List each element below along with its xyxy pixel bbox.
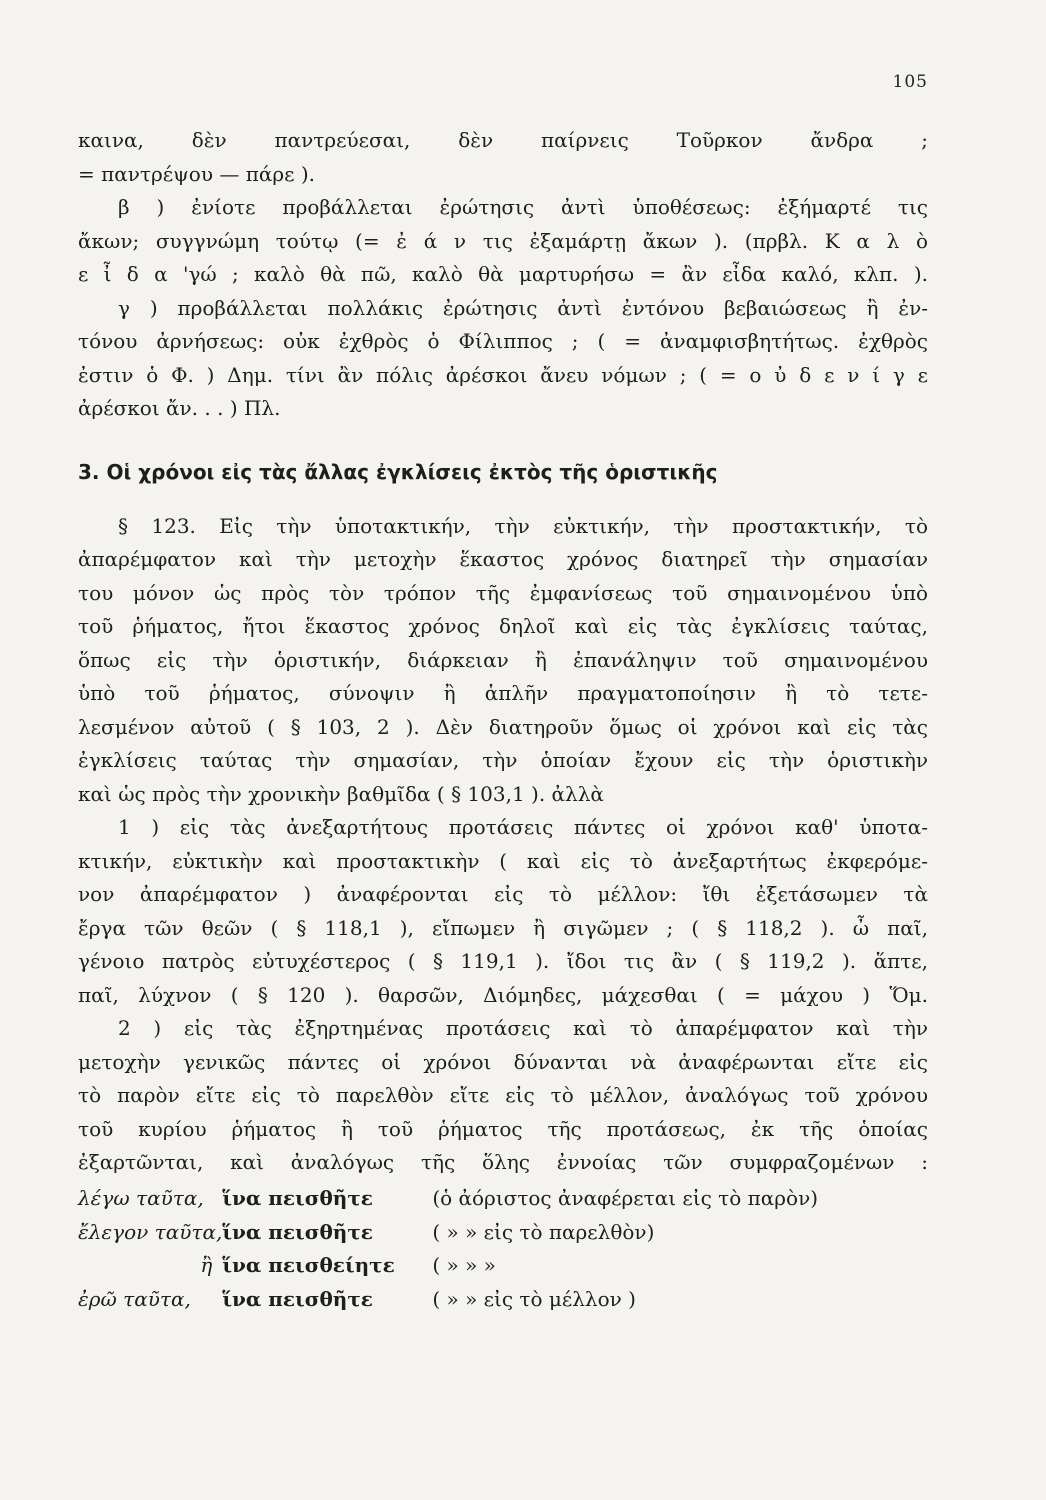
example-verb: ἔλεγον ταῦτα,: [78, 1219, 223, 1244]
text-line: ἐστιν ὁ Φ. ) Δημ. τίνι ἂν πόλις ἀρέσκοι ἄνευ νόμων ; ( = ο ὐ δ ε ν ί γ ε: [78, 362, 928, 387]
example-clause: ἵνα πεισθῆτε: [222, 1186, 373, 1211]
text-line: γένοιο πατρὸς εὐτυχέστερος ( § 119,1 ). ἴδοι τις ἂν ( § 119,2 ). ἅπτε,: [78, 949, 928, 973]
text-line: τόνου ἀρνήσεως: οὐκ ἐχθρὸς ὁ Φίλιππος ; ( = ἀναμφισβητήτως. ἐχθρὸς: [78, 329, 928, 353]
text-line: του μόνον ὡς πρὸς τὸν τρόπον τῆς ἐμφανίσεως τοῦ σημαινομένου ὑπὸ: [78, 580, 928, 605]
text-line: β ) ἐνίοτε προβάλλεται ἐρώτησις ἀντὶ ὑποθέσεως: ἐξήμαρτέ τις: [118, 195, 928, 219]
text-line: ἔργα τῶν θεῶν ( § 118,1 ), εἴπωμεν ἢ σιγῶμεν ; ( § 118,2 ). ὦ παῖ,: [78, 915, 928, 940]
text-line: 1 ) εἰς τὰς ἀνεξαρτήτους προτάσεις πάντες οἱ χρόνοι καθ' ὑποτα-: [118, 815, 928, 839]
text-line: καὶ ὡς πρὸς τὴν χρονικὴν βαθμῖδα ( § 103,1 ). ἀλλὰ: [78, 781, 604, 806]
example-clause: ἵνα πεισθῆτε: [222, 1219, 373, 1244]
text-line: 2 ) εἰς τὰς ἐξηρτημένας προτάσεις καὶ τὸ ἀπαρέμφατον καὶ τὴν: [118, 1016, 928, 1040]
example-clause: ἵνα πεισθείητε: [222, 1253, 395, 1278]
text-line: = παντρέψου — πάρε ).: [78, 161, 315, 186]
example-note: (ὁ ἀόριστος ἀναφέρεται εἰς τὸ παρὸν): [432, 1186, 819, 1211]
example-verb: ἢ: [200, 1253, 213, 1278]
example-note: ( » » »: [432, 1253, 496, 1278]
text-line: ε ἶ δ α 'γώ ; καλὸ θὰ πῶ, καλὸ θὰ μαρτυρήσω = ἂν εἶδα καλό, κλπ. ).: [78, 262, 928, 286]
example-row: [78, 1182, 928, 1216]
text-line: ὅπως εἰς τὴν ὁριστικήν, διάρκειαν ἢ ἐπανάληψιν τοῦ σημαινομένου: [78, 647, 928, 672]
example-note: ( » » εἰς τὸ παρελθὸν): [432, 1219, 655, 1244]
text-line: μετοχὴν γενικῶς πάντες οἱ χρόνοι δύνανται νὰ ἀναφέρωνται εἴτε εἰς: [78, 1049, 928, 1074]
text-line: καινα, δὲν παντρεύεσαι, δὲν παίρνεις Τοῦρκον ἄνδρα ;: [78, 128, 928, 152]
example-verb: ἐρῶ ταῦτα,: [78, 1286, 191, 1311]
example-row: [78, 1282, 928, 1316]
text-line: ὑπὸ τοῦ ῥήματος, σύνοψιν ἢ ἁπλῆν πραγματοποίησιν ἢ τὸ τετε-: [78, 681, 928, 705]
text-line: ἐγκλίσεις ταύτας τὴν σημασίαν, τὴν ὁποίαν ἔχουν εἰς τὴν ὁριστικὴν: [78, 748, 928, 772]
example-clause: ἵνα πεισθῆτε: [222, 1286, 373, 1311]
example-row: [78, 1215, 928, 1249]
example-note: ( » » εἰς τὸ μέλλον ): [432, 1286, 636, 1311]
text-line: παῖ, λύχνον ( § 120 ). θαρσῶν, Διόμηδες, μάχεσθαι ( = μάχου ) Ὅμ.: [78, 982, 928, 1007]
text-line: γ ) προβάλλεται πολλάκις ἐρώτησις ἀντὶ ἐντόνου βεβαιώσεως ἢ ἐν-: [118, 295, 928, 320]
example-verb: λέγω ταῦτα,: [78, 1186, 204, 1211]
text-line: τὸ παρὸν εἴτε εἰς τὸ παρελθὸν εἴτε εἰς τὸ μέλλον, ἀναλόγως τοῦ χρόνου: [78, 1083, 928, 1107]
text-line: § 123. Εἰς τὴν ὑποτακτικήν, τὴν εὐκτικήν, τὴν προστακτικήν, τὸ: [118, 513, 928, 538]
text-line: τοῦ κυρίου ῥήματος ἢ τοῦ ῥήματος τῆς προτάσεως, ἐκ τῆς ὁποίας: [78, 1116, 928, 1141]
text-line: ἀπαρέμφατον καὶ τὴν μετοχὴν ἕκαστος χρόνος διατηρεῖ τὴν σημασίαν: [78, 547, 928, 571]
examples-table: [78, 1182, 928, 1316]
text-body: [78, 124, 928, 1316]
text-line: λεσμένον αὐτοῦ ( § 103, 2 ). Δὲν διατηροῦν ὅμως οἱ χρόνοι καὶ εἰς τὰς: [78, 714, 928, 739]
text-line: ἀρέσκοι ἄν. . . ) Πλ.: [78, 396, 281, 420]
text-line: ἐξαρτῶνται, καὶ ἀναλόγως τῆς ὅλης ἐννοίας τῶν συμφραζομένων :: [78, 1150, 928, 1174]
text-line: τοῦ ῥήματος, ἤτοι ἕκαστος χρόνος δηλοῖ καὶ εἰς τὰς ἐγκλίσεις ταύτας,: [78, 614, 928, 638]
page-number: 105: [892, 72, 928, 92]
example-row: [78, 1249, 928, 1283]
text-line: ἄκων; συγγνώμη τούτῳ (= ἐ ά ν τις ἐξαμάρτῃ ἄκων ). (πρβλ. Κ α λ ὸ: [78, 228, 928, 253]
text-line: κτικήν, εὐκτικὴν καὶ προστακτικὴν ( καὶ εἰς τὸ ἀνεξαρτήτως ἐκφερόμε-: [78, 848, 928, 873]
section-heading: 3. Οἱ χρόνοι εἰς τὰς ἄλλας ἐγκλίσεις ἐκτὸς τῆς ὁριστικῆς: [78, 459, 718, 484]
text-line: νον ἀπαρέμφατον ) ἀναφέρονται εἰς τὸ μέλλον: ἴθι ἐξετάσωμεν τὰ: [78, 882, 928, 906]
